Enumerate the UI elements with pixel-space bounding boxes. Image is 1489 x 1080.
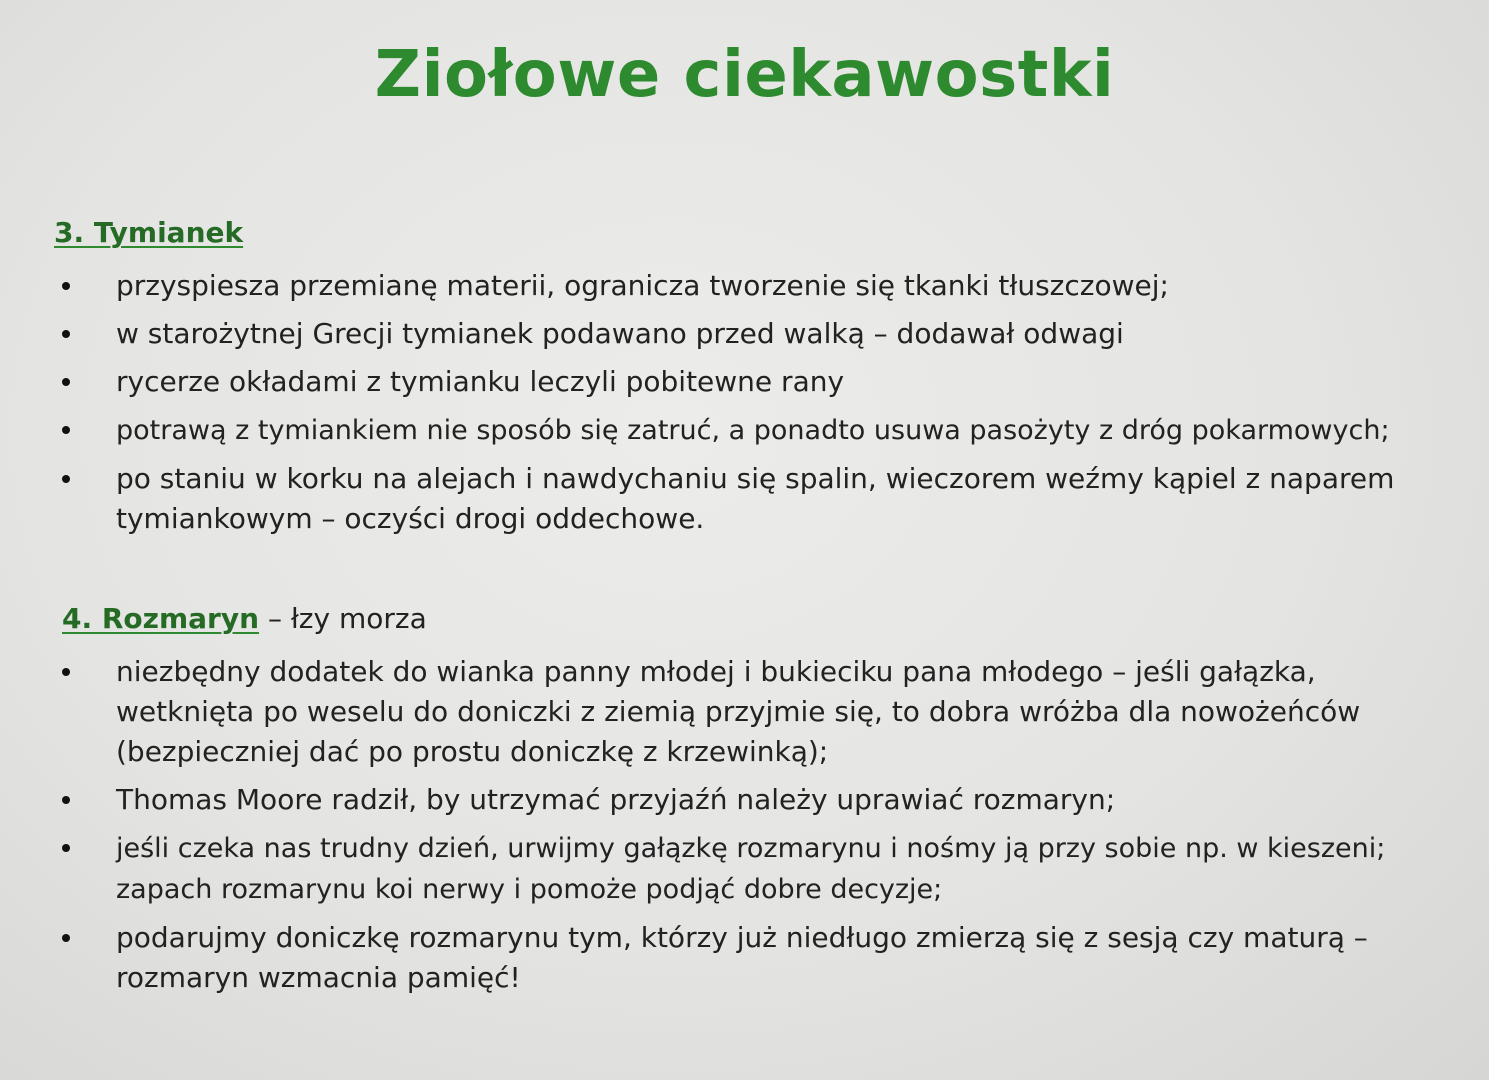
section-subtitle: – łzy morza — [267, 602, 427, 635]
list-item: potrawą z tymiankiem nie sposób się zatruć, a ponadto usuwa pasożyty z dróg pokarmowych; — [56, 410, 1456, 451]
bullet-icon — [62, 330, 70, 338]
bullet-icon — [62, 934, 70, 942]
bullet-list-tymianek — [56, 266, 1456, 539]
section-heading-rozmaryn — [62, 602, 427, 635]
bullet-icon — [62, 844, 70, 852]
list-item: podarujmy doniczkę rozmarynu tym, którzy już niedługo zmierzą się z sesją czy maturą – rozmaryn wzmacnia pamięć! — [56, 918, 1456, 998]
bullet-icon — [62, 668, 70, 676]
section-title: 3. Tymianek — [54, 216, 244, 249]
section-heading-tymianek — [54, 216, 243, 249]
list-item: Thomas Moore radził, by utrzymać przyjaźń należy uprawiać rozmaryn; — [56, 780, 1456, 820]
slide-title: Ziołowe ciekawostki — [374, 38, 1115, 112]
list-item: przyspiesza przemianę materii, ogranicza tworzenie się tkanki tłuszczowej; — [56, 266, 1456, 306]
list-item: niezbędny dodatek do wianka panny młodej i bukieciku pana młodego – jeśli gałązka, wetknięta po weselu do doniczki z ziemią przyjmie się, to dobra wróżba dla nowożeńców (bezpieczniej dać po prostu doniczkę z krzewinką); — [56, 652, 1456, 772]
bullet-icon — [62, 796, 70, 804]
list-item: jeśli czeka nas trudny dzień, urwijmy gałązkę rozmarynu i nośmy ją przy sobie np. w kieszeni; zapach rozmarynu koi nerwy i pomoże podjąć dobre decyzje; — [56, 828, 1456, 910]
list-item: po staniu w korku na alejach i nawdychaniu się spalin, wieczorem weźmy kąpiel z naparem tymiankowym – oczyści drogi oddechowe. — [56, 459, 1456, 539]
bullet-list-rozmaryn — [56, 652, 1456, 998]
list-item: rycerze okładami z tymianku leczyli pobitewne rany — [56, 362, 1456, 402]
bullet-icon — [62, 282, 70, 290]
bullet-icon — [62, 378, 70, 386]
list-item: w starożytnej Grecji tymianek podawano przed walką – dodawał odwagi — [56, 314, 1456, 354]
section-title: 4. Rozmaryn — [62, 602, 260, 635]
bullet-icon — [62, 475, 70, 483]
bullet-icon — [62, 426, 70, 434]
